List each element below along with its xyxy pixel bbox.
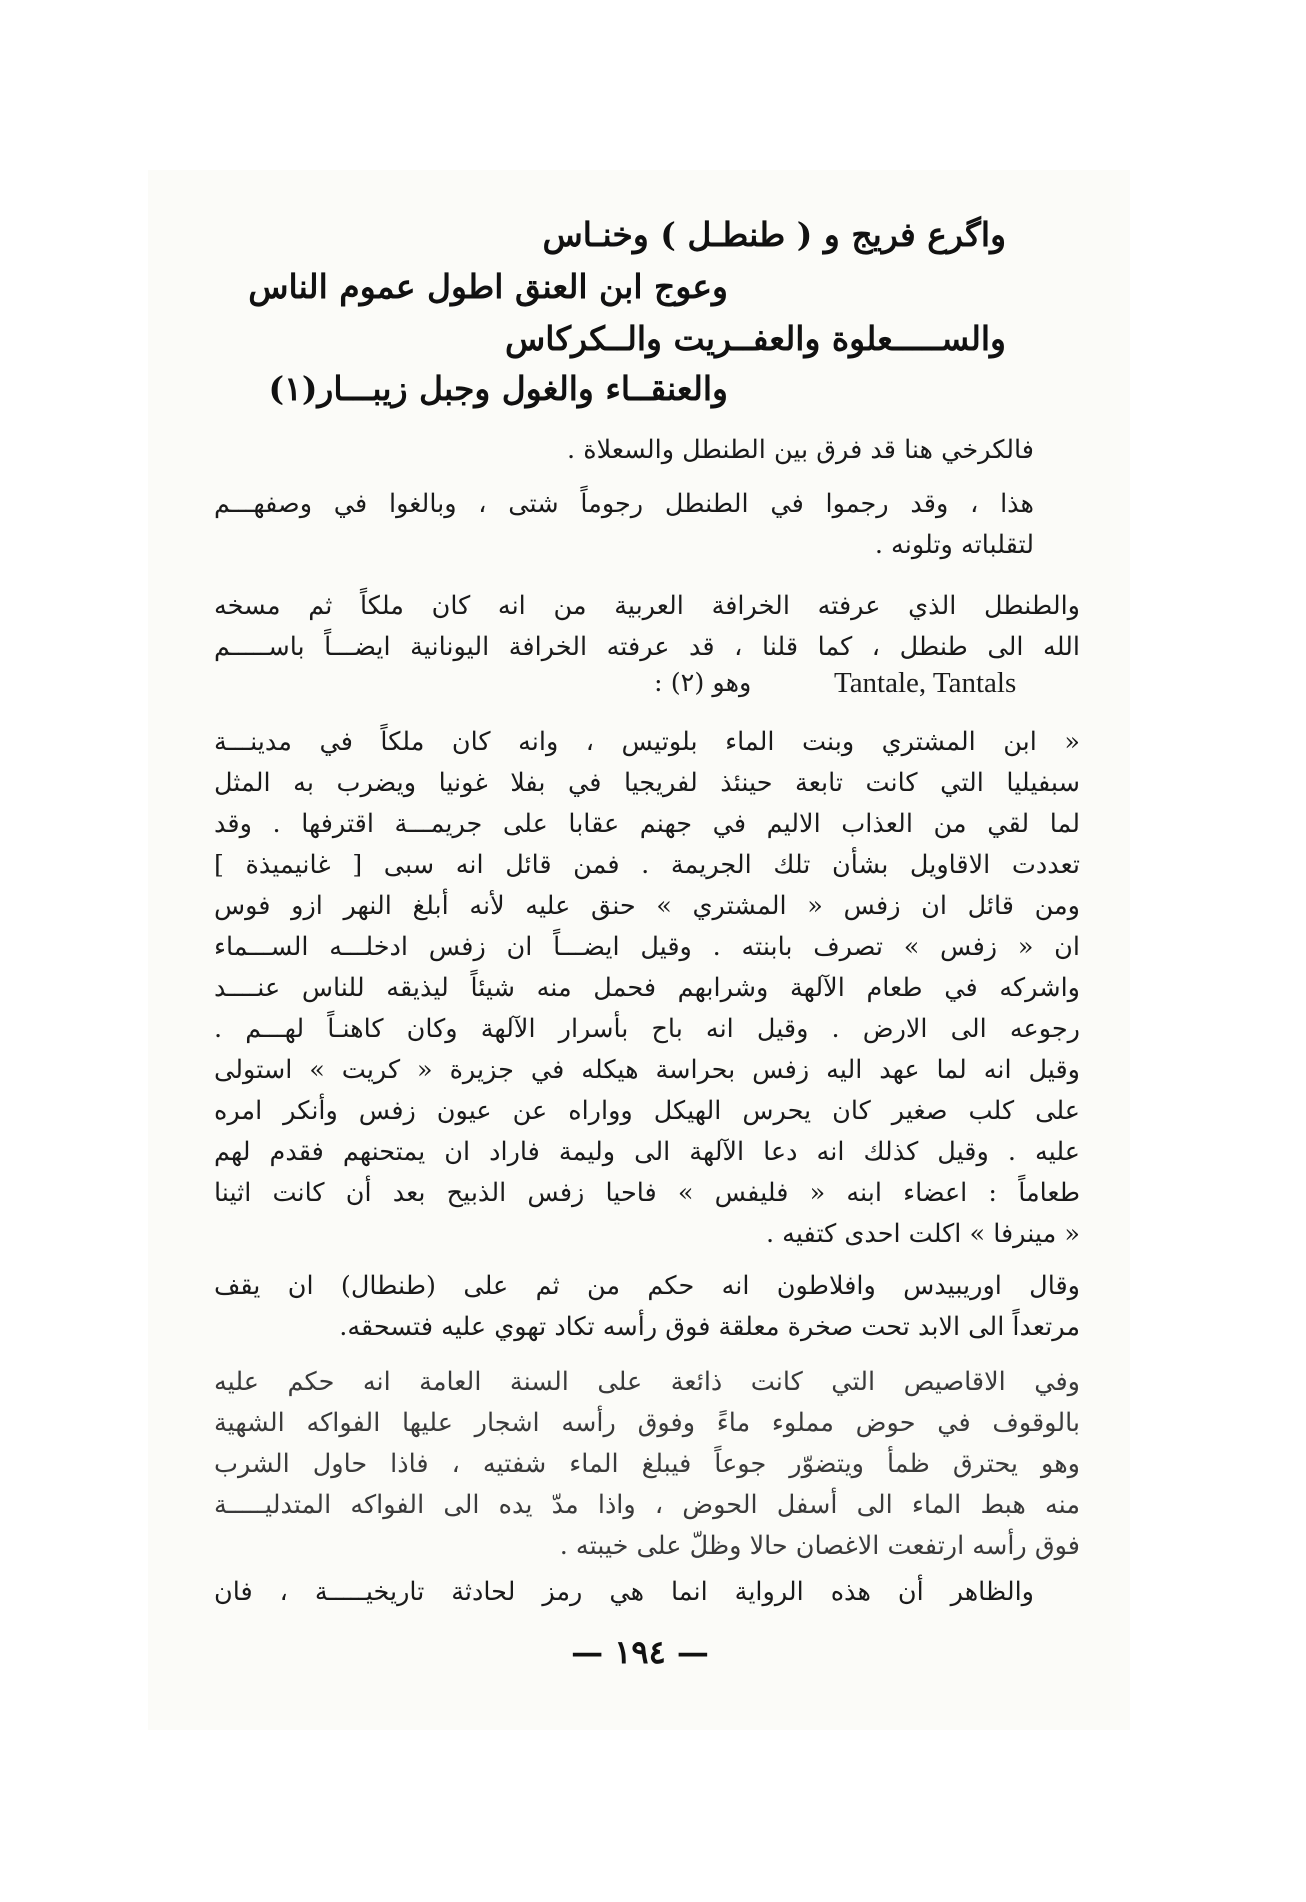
page-number: — ١٩٤ — [571,1633,709,1671]
text-line: فوق رأسه ارتفعت الاغصان حالا وظلّ على خيبته . [559,1531,1080,1561]
poem-line-2: وعوج ابن العنق اطول عموم الناس [248,267,728,306]
text-line: طعاماً : اعضاء ابنه « فليفس » فاحيا زفس الذبيح بعد أن كانت اثينا [214,1178,1080,1208]
text-line: مرتعداً الى الابد تحت صخرة معلقة فوق رأسه تكاد تهوي عليه فتسحقه. [339,1312,1080,1342]
text-line: ومن قائل ان زفس « المشتري » حنق عليه لأنه أبلغ النهر ازو فوس [214,891,1080,921]
latin-term: Tantale, Tantals [834,667,1017,699]
paragraph-1 [214,430,1034,471]
text-line: « ابن المشتري وبنت الماء بلوتيس ، وانه كان ملكاً في مدينـــة [214,727,1080,757]
text-line: وفي الاقاصيص التي كانت ذائعة على السنة العامة انه حكم عليه [214,1367,1080,1397]
text-line: سبفيليا التي كانت تابعة حينئذ لفريجيا في بفلا غونيا ويضرب به المثل [214,768,1080,798]
text-line: بالوقوف في حوض مملوء ماءً وفوق رأسه اشجار عليها الفواكه الشهية [214,1408,1080,1438]
text-line: تعددت الاقاويل بشأن تلك الجريمة . فمن قائل انه سبى [ غانيميذة ] [214,850,1080,880]
tantale-line [214,662,1080,704]
text-line: والظاهر أن هذه الرواية انما هي رمز لحادثة تاريخيـــــة ، فان [214,1577,1034,1607]
text-line: وهو يحترق ظمأ ويتضوّر جوعاً فيبلغ الماء شفتيه ، فاذا حاول الشرب [214,1449,1080,1479]
text-line: الله الى طنطل ، كما قلنا ، قد عرفته الخرافة اليونانية ايضـــاً باســـــم [214,632,1080,662]
text-line: لما لقي من العذاب الاليم في جهنم عقابا على جريمـــة اقترفها . وقد [214,809,1080,839]
text-line: واشركه في طعام الآلهة وشرابهم فحمل منه شيئاً ليذيقه للناس عنــــد [214,973,1080,1003]
paragraph-2 [214,484,1034,566]
footnote-reference-text: وهو (٢) : [654,668,752,698]
text-line: رجوعه الى الارض . وقيل انه باح بأسرار الآلهة وكان كاهنـاً لهـــم . [214,1014,1080,1044]
paragraph-3 [214,586,1080,668]
paragraph-6 [214,1572,1034,1613]
text-line: والطنطل الذي عرفته الخرافة العربية من انه كان ملكاً ثم مسخه [214,591,1080,621]
poem-line-1: واگرع فريج و ( طنطـل ) وخنـاس [542,215,1006,254]
poem-line-4: والعنقــاء والغول وجبل زيبـــار(١) [268,369,728,408]
text-line: ان « زفس » تصرف بابنته . وقيل ايضـــاً ان زفس ادخلـــه الســـماء [214,932,1080,962]
text-line: هذا ، وقد رجموا في الطنطل رجوماً شتى ، وبالغوا في وصفهـــم [214,489,1034,519]
text-line: منه هبط الماء الى أسفل الحوض ، واذا مدّ يده الى الفواكه المتدليـــــة [214,1490,1080,1520]
text-line: على كلب صغير كان يحرس الهيكل وواراه عن عيون زفس وأنكر امره [214,1096,1080,1126]
text-line: وقيل انه لما عهد اليه زفس بحراسة هيكله في جزيرة « كريت » استولى [214,1055,1080,1085]
text-line: وقال اوريبيدس وافلاطون انه حكم من ثم على (طنطال) ان يقف [214,1271,1080,1301]
paragraph-5 [214,1362,1080,1567]
quoted-passage [214,722,1080,1255]
text-line: « مينرفا » اكلت احدى كتفيه . [765,1219,1080,1249]
text-line: لتقلباته وتلونه . [874,530,1034,560]
text-line: فالكرخي هنا قد فرق بين الطنطل والسعلاة . [567,435,1034,465]
text-line: عليه . وقيل كذلك انه دعا الآلهة الى وليمة فاراد ان يمتحنهم فقدم لهم [214,1137,1080,1167]
paragraph-4 [214,1266,1080,1348]
poem-line-3: والســـــعلوة والعفــريت والــكركاس [505,319,1006,358]
